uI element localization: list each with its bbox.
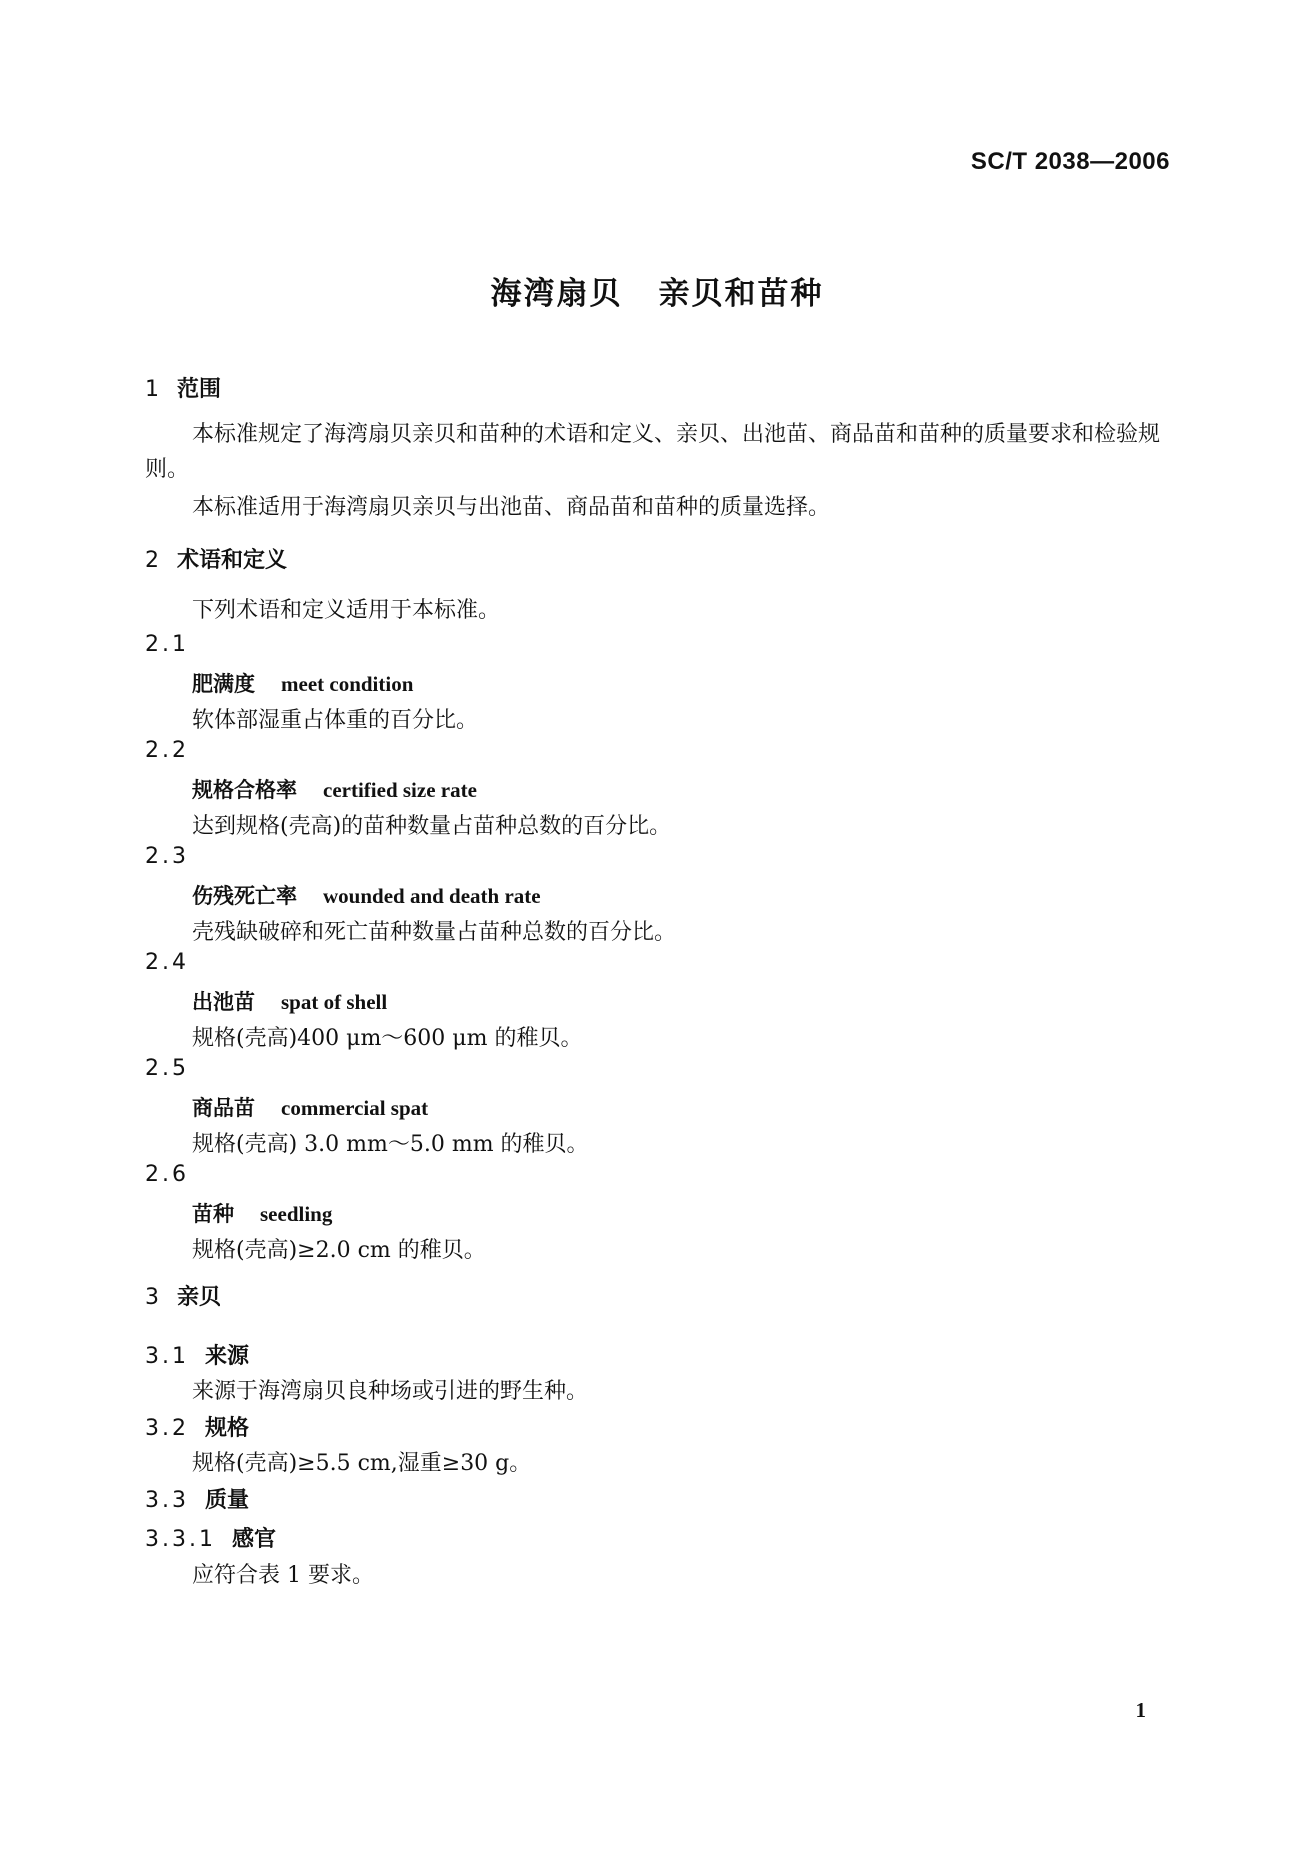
scope-paragraph-1: 本标准规定了海湾扇贝亲贝和苗种的术语和定义、亲贝、出池苗、商品苗和苗种的质量要求和检验规则。 <box>145 422 1161 482</box>
term-chinese: 出池苗 <box>192 990 255 1014</box>
section-title: 范围 <box>177 377 222 402</box>
term-english: wounded and death rate <box>323 884 541 908</box>
section-number: 3 <box>145 1285 159 1310</box>
clause-number: 2.5 <box>145 1056 189 1081</box>
title-part-1: 海湾扇贝 <box>490 276 623 312</box>
subsection-title: 感官 <box>231 1527 276 1552</box>
title-part-2: 亲贝和苗种 <box>658 276 824 312</box>
subsection-title: 来源 <box>205 1344 250 1369</box>
clause-number: 2.3 <box>145 844 189 869</box>
term-chinese: 伤残死亡率 <box>192 884 297 908</box>
source-text: 来源于海湾扇贝良种场或引进的野生种。 <box>192 1379 589 1404</box>
subsection-number: 3.3.1 <box>145 1527 216 1552</box>
term-entry <box>192 880 541 910</box>
standard-code: SC/T 2038—2006 <box>970 148 1170 175</box>
term-entry <box>192 774 477 804</box>
subsection-3-1-heading <box>145 1339 249 1370</box>
term-english: commercial spat <box>281 1096 429 1120</box>
term-chinese: 商品苗 <box>192 1096 255 1120</box>
terms-intro: 下列术语和定义适用于本标准。 <box>192 598 501 623</box>
document-title <box>0 268 1314 313</box>
sensory-requirement-text: 应符合表 1 要求。 <box>192 1563 374 1588</box>
clause-number: 2.2 <box>145 738 189 763</box>
subsection-title: 规格 <box>205 1416 250 1441</box>
subsection-number: 3.3 <box>145 1488 189 1513</box>
clause-number: 2.4 <box>145 950 189 975</box>
term-definition: 规格(壳高) 3.0 mm～5.0 mm 的稚贝。 <box>192 1132 589 1157</box>
term-english: certified size rate <box>323 778 477 802</box>
subsection-3-3-1-heading <box>145 1522 276 1553</box>
term-entry <box>192 986 387 1016</box>
subsection-number: 3.1 <box>145 1344 189 1369</box>
section-3-heading <box>145 1280 221 1311</box>
term-english: meet condition <box>281 672 414 696</box>
section-number: 1 <box>145 377 159 402</box>
term-english: seedling <box>260 1202 333 1226</box>
term-entry <box>192 1092 428 1122</box>
term-entry <box>192 668 413 698</box>
term-definition: 达到规格(壳高)的苗种数量占苗种总数的百分比。 <box>192 814 672 839</box>
section-title: 亲贝 <box>177 1285 222 1310</box>
subsection-3-2-heading <box>145 1411 249 1442</box>
term-entry <box>192 1198 332 1228</box>
term-definition: 规格(壳高)≥2.0 cm 的稚贝。 <box>192 1238 486 1263</box>
section-2-heading <box>145 543 287 574</box>
specification-text: 规格(壳高)≥5.5 cm,湿重≥30 g。 <box>192 1451 532 1476</box>
term-chinese: 肥满度 <box>192 672 255 696</box>
subsection-title: 质量 <box>205 1488 250 1513</box>
term-definition: 规格(壳高)400 μm～600 μm 的稚贝。 <box>192 1026 583 1051</box>
term-chinese: 苗种 <box>192 1202 234 1226</box>
clause-number: 2.1 <box>145 632 189 657</box>
scope-paragraph-2: 本标准适用于海湾扇贝亲贝与出池苗、商品苗和苗种的质量选择。 <box>192 495 831 520</box>
term-english: spat of shell <box>281 990 388 1014</box>
clause-number: 2.6 <box>145 1162 189 1187</box>
section-number: 2 <box>145 548 159 573</box>
term-definition: 壳残缺破碎和死亡苗种数量占苗种总数的百分比。 <box>192 920 677 945</box>
term-definition: 软体部湿重占体重的百分比。 <box>192 708 479 733</box>
section-1-heading <box>145 372 221 403</box>
subsection-3-3-heading <box>145 1483 249 1514</box>
subsection-number: 3.2 <box>145 1416 189 1441</box>
term-chinese: 规格合格率 <box>192 778 297 802</box>
section-title: 术语和定义 <box>177 548 288 573</box>
page-number: 1 <box>1135 1698 1146 1722</box>
